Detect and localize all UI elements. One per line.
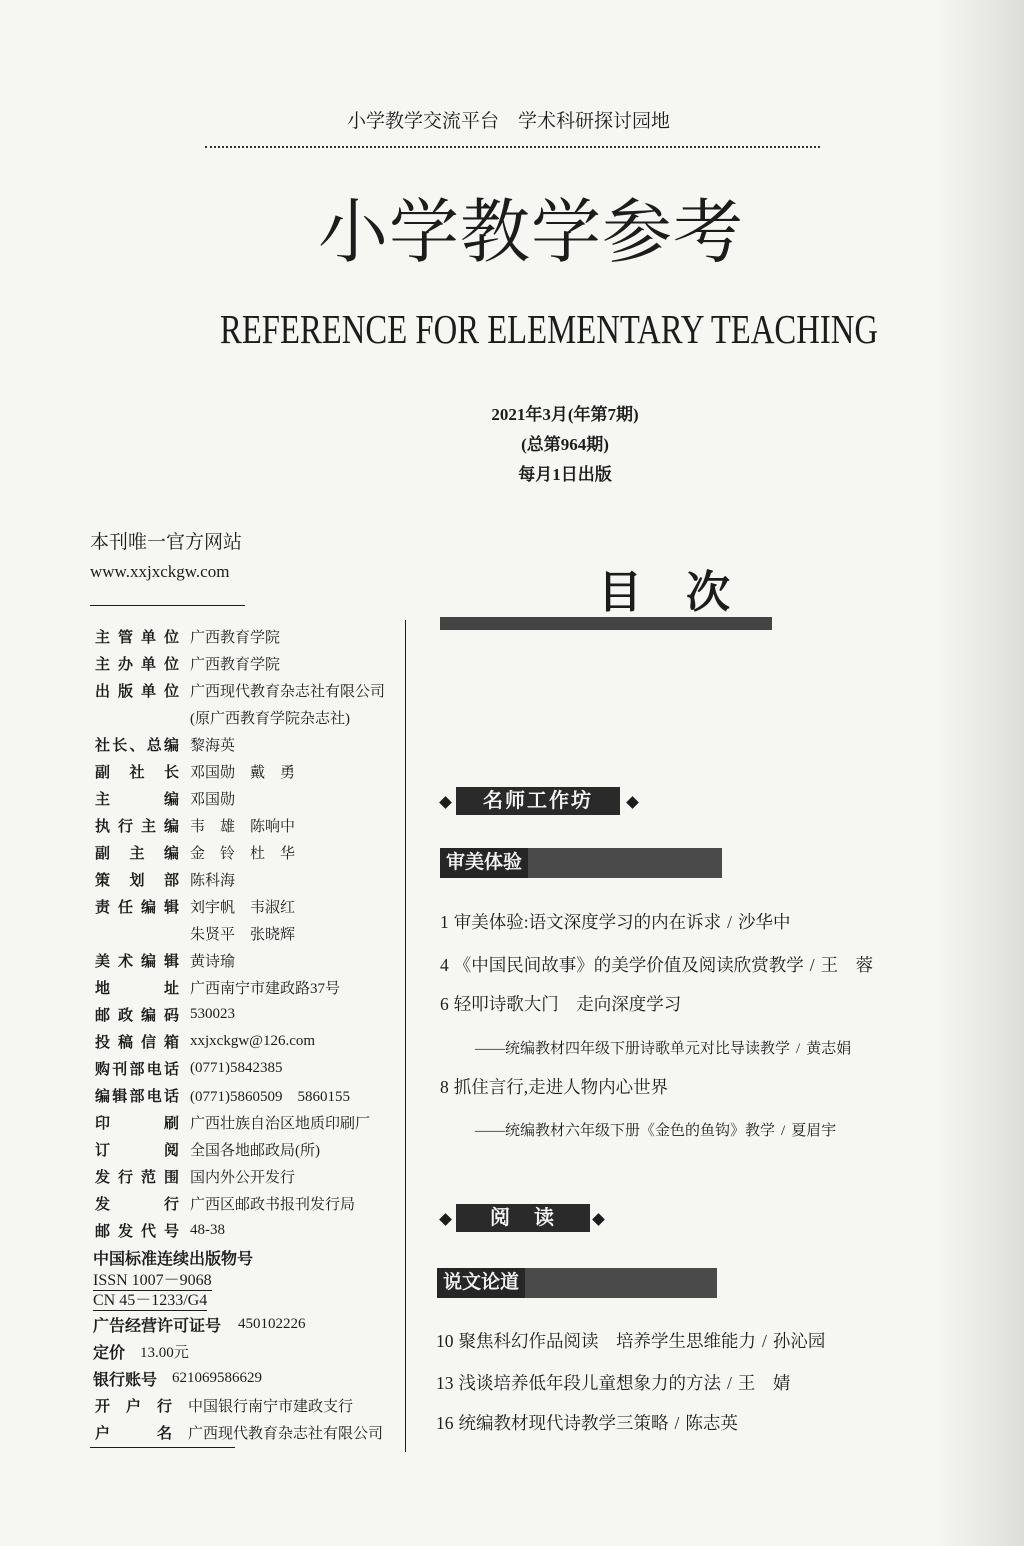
toc-separator: / bbox=[727, 1373, 732, 1393]
masthead-row bbox=[93, 839, 403, 866]
masthead-label: 副主编 bbox=[95, 846, 179, 862]
toc-page: 8 bbox=[440, 1077, 449, 1097]
masthead-row bbox=[93, 974, 403, 1001]
masthead-value: (原广西教育学院杂志社) bbox=[190, 711, 350, 727]
toc-author: 沙华中 bbox=[738, 912, 791, 932]
toc-page: 4 bbox=[440, 955, 449, 975]
masthead-value: 48-38 bbox=[190, 1222, 225, 1238]
masthead-value: 韦 雄 陈响中 bbox=[190, 819, 296, 835]
toc-separator: / bbox=[762, 1331, 767, 1351]
account-name-value: 广西现代教育杂志社有限公司 bbox=[188, 1426, 384, 1442]
masthead-label: 邮政编码 bbox=[95, 1008, 179, 1024]
masthead-row bbox=[93, 893, 403, 920]
toc-subtitle[interactable] bbox=[475, 1120, 836, 1142]
masthead-bottom-divider bbox=[90, 1447, 235, 1448]
masthead-value: 邓国勋 戴 勇 bbox=[190, 765, 296, 781]
masthead-label: 副社长 bbox=[95, 765, 179, 781]
masthead-label: 地址 bbox=[95, 981, 179, 997]
bank-value: 中国银行南宁市建政支行 bbox=[188, 1399, 354, 1415]
price-row bbox=[93, 1338, 403, 1365]
masthead-label: 策划部 bbox=[95, 873, 179, 889]
masthead-label: 责任编辑 bbox=[95, 900, 179, 916]
website-label: 本刊唯一官方网站 bbox=[90, 532, 243, 553]
masthead-row bbox=[93, 758, 403, 785]
journal-title-en: REFERENCE FOR ELEMENTARY TEACHING bbox=[220, 306, 878, 352]
cn-number: CN 45－1233/G4 bbox=[93, 1291, 208, 1309]
masthead-label: 投稿信箱 bbox=[95, 1035, 179, 1051]
masthead-label: 主办单位 bbox=[95, 657, 179, 673]
bank-row bbox=[93, 1392, 403, 1419]
masthead-label: 出版单位 bbox=[95, 684, 179, 700]
ad-license-label: 广告经营许可证号 bbox=[93, 1318, 222, 1335]
masthead-row bbox=[93, 866, 403, 893]
page-edge-shadow bbox=[934, 0, 1024, 1546]
masthead-value: 广西南宁市建政路37号 bbox=[190, 981, 341, 997]
toc-entry[interactable] bbox=[436, 1372, 790, 1394]
masthead-label: 邮发代号 bbox=[95, 1224, 179, 1240]
masthead-label: 订阅 bbox=[95, 1143, 179, 1159]
masthead-value: 国内外公开发行 bbox=[190, 1170, 296, 1186]
toc-title: 统编教材现代诗教学三策略 bbox=[458, 1413, 669, 1433]
toc-author: 陈志英 bbox=[685, 1413, 738, 1433]
publish-note: 每月1日出版 bbox=[518, 465, 612, 484]
cn-row bbox=[93, 1291, 403, 1311]
masthead-label: 社长、总编 bbox=[95, 738, 179, 754]
toc-separator: / bbox=[674, 1413, 680, 1433]
toc-entry[interactable] bbox=[440, 911, 791, 933]
masthead-row bbox=[93, 947, 403, 974]
masthead-value: 广西壮族自治区地质印刷厂 bbox=[190, 1116, 371, 1132]
masthead-row bbox=[93, 1028, 403, 1055]
toc-heading-bar bbox=[440, 617, 772, 630]
account-name-row bbox=[93, 1419, 403, 1446]
ad-license-value: 450102226 bbox=[238, 1316, 306, 1332]
toc-heading: 目 次 bbox=[598, 568, 730, 617]
masthead-row bbox=[93, 731, 403, 758]
serial-number-label: 中国标准连续出版物号 bbox=[93, 1251, 254, 1268]
toc-separator: / bbox=[809, 955, 815, 975]
dotted-divider bbox=[205, 146, 820, 148]
toc-page: 13 bbox=[436, 1373, 454, 1393]
bank-label: 开户行 bbox=[95, 1399, 172, 1415]
toc-title: 聚焦科幻作品阅读 培养学生思维能力 bbox=[458, 1331, 756, 1351]
journal-title-en-svg bbox=[220, 306, 882, 354]
masthead-label: 印刷 bbox=[95, 1116, 179, 1132]
masthead-value: 广西区邮政书报刊发行局 bbox=[190, 1197, 356, 1213]
masthead-label: 美术编辑 bbox=[95, 954, 179, 970]
toc-separator: / bbox=[796, 1041, 801, 1057]
toc-author: 王 婧 bbox=[737, 1373, 791, 1393]
masthead-row bbox=[93, 1163, 403, 1190]
toc-author: 孙沁园 bbox=[772, 1331, 826, 1351]
masthead-row bbox=[93, 1136, 403, 1163]
section-header: 阅 读 bbox=[456, 1204, 590, 1232]
masthead-label: 主管单位 bbox=[95, 630, 179, 646]
issue-date: 2021年3月(年第7期) bbox=[491, 405, 639, 424]
subsection-banner bbox=[440, 848, 722, 878]
toc-entry[interactable] bbox=[440, 954, 873, 976]
toc-title: 《中国民间故事》的美学价值及阅读欣赏教学 bbox=[453, 955, 804, 975]
masthead-row bbox=[93, 677, 403, 704]
masthead-value: 广西教育学院 bbox=[190, 657, 281, 673]
masthead-value: 黄诗瑜 bbox=[190, 954, 236, 970]
toc-entry[interactable] bbox=[440, 1076, 668, 1098]
bank-account-value: 621069586629 bbox=[172, 1370, 263, 1386]
toc-separator: / bbox=[727, 912, 732, 932]
masthead-value: (0771)5842385 bbox=[190, 1060, 283, 1076]
masthead-value: (0771)5860509 5860155 bbox=[190, 1089, 350, 1105]
column-divider bbox=[405, 620, 406, 1452]
masthead-value: 全国各地邮政局(所) bbox=[190, 1143, 320, 1159]
masthead-row bbox=[93, 785, 403, 812]
masthead-value: 金 铃 杜 华 bbox=[190, 846, 296, 862]
toc-author: 王 蓉 bbox=[820, 955, 874, 975]
toc-entry[interactable] bbox=[436, 1412, 738, 1434]
masthead-row bbox=[93, 650, 403, 677]
masthead-row bbox=[93, 1109, 403, 1136]
masthead-row bbox=[93, 920, 403, 947]
section-header: 名师工作坊 bbox=[456, 787, 620, 815]
subsection-title: 说文论道 bbox=[437, 1268, 525, 1298]
masthead-label: 编辑部电话 bbox=[95, 1089, 179, 1105]
toc-page: 1 bbox=[440, 912, 449, 932]
header-slogan: 小学教学交流平台 学术科研探讨园地 bbox=[347, 111, 671, 132]
masthead-label: 发行范围 bbox=[95, 1170, 179, 1186]
account-name-label: 户名 bbox=[95, 1426, 172, 1442]
price-value: 13.00元 bbox=[140, 1345, 189, 1361]
toc-page: 10 bbox=[436, 1331, 454, 1351]
toc-entry[interactable] bbox=[436, 1330, 825, 1352]
toc-author: 黄志娟 bbox=[806, 1041, 852, 1057]
masthead-row bbox=[93, 623, 403, 650]
masthead-value: 黎海英 bbox=[190, 738, 236, 754]
toc-title: 轻叩诗歌大门 走向深度学习 bbox=[453, 994, 682, 1014]
bank-account-row bbox=[93, 1365, 403, 1392]
toc-subtitle-text: ——统编教材四年级下册诗歌单元对比导读教学 bbox=[475, 1041, 791, 1057]
masthead-row bbox=[93, 1055, 403, 1082]
toc-page: 16 bbox=[436, 1413, 454, 1433]
website-url[interactable]: www.xxjxckgw.com bbox=[90, 562, 230, 581]
diamond-icon bbox=[439, 1213, 452, 1226]
subsection-title: 审美体验 bbox=[440, 848, 528, 878]
masthead bbox=[93, 623, 403, 1446]
masthead-label: 购刊部电话 bbox=[95, 1062, 179, 1078]
masthead-value: 广西教育学院 bbox=[190, 630, 281, 646]
toc-page: 6 bbox=[440, 994, 449, 1014]
masthead-row bbox=[93, 704, 403, 731]
issn-row bbox=[93, 1271, 403, 1291]
price-label: 定价 bbox=[93, 1345, 126, 1362]
masthead-row bbox=[93, 1082, 403, 1109]
ad-license-row bbox=[93, 1311, 403, 1338]
website-divider bbox=[90, 605, 245, 606]
diamond-icon bbox=[439, 796, 452, 809]
masthead-value: 邓国勋 bbox=[190, 792, 236, 808]
masthead-value: 刘宇帆 韦淑红 bbox=[190, 900, 296, 916]
toc-title: 抓住言行,走进人物内心世界 bbox=[453, 1077, 669, 1097]
submission-email[interactable]: xxjxckgw@126.com bbox=[190, 1033, 316, 1049]
masthead-label: 主编 bbox=[95, 792, 179, 808]
toc-title: 审美体验:语文深度学习的内在诉求 bbox=[453, 912, 722, 932]
toc-author: 夏眉宇 bbox=[791, 1123, 837, 1139]
toc-subtitle-text: ——统编教材六年级下册《金色的鱼钩》教学 bbox=[475, 1123, 776, 1139]
masthead-label: 执行主编 bbox=[95, 819, 179, 835]
issue-info bbox=[455, 400, 675, 490]
masthead-value: 广西现代教育杂志社有限公司 bbox=[190, 684, 386, 700]
masthead-row bbox=[93, 1190, 403, 1217]
masthead-value: 陈科海 bbox=[190, 873, 236, 889]
subsection-banner bbox=[437, 1268, 717, 1298]
diamond-icon bbox=[592, 1213, 605, 1226]
masthead-label: 发行 bbox=[95, 1197, 179, 1213]
issue-total: (总第964期) bbox=[521, 435, 609, 454]
journal-title-cn: 小学教学参考 bbox=[318, 191, 744, 273]
toc-entry[interactable] bbox=[440, 993, 681, 1015]
toc-subtitle[interactable] bbox=[475, 1038, 851, 1060]
masthead-row bbox=[93, 1217, 403, 1244]
toc-separator: / bbox=[781, 1123, 786, 1139]
diamond-icon bbox=[626, 796, 639, 809]
masthead-row bbox=[93, 1001, 403, 1028]
toc-title: 浅谈培养低年段儿童想象力的方法 bbox=[458, 1373, 721, 1393]
masthead-value: 530023 bbox=[190, 1006, 235, 1022]
issn: ISSN 1007－9068 bbox=[93, 1271, 212, 1289]
masthead-value: 朱贤平 张晓辉 bbox=[190, 927, 296, 943]
masthead-row bbox=[93, 812, 403, 839]
bank-account-label: 银行账号 bbox=[93, 1372, 158, 1389]
